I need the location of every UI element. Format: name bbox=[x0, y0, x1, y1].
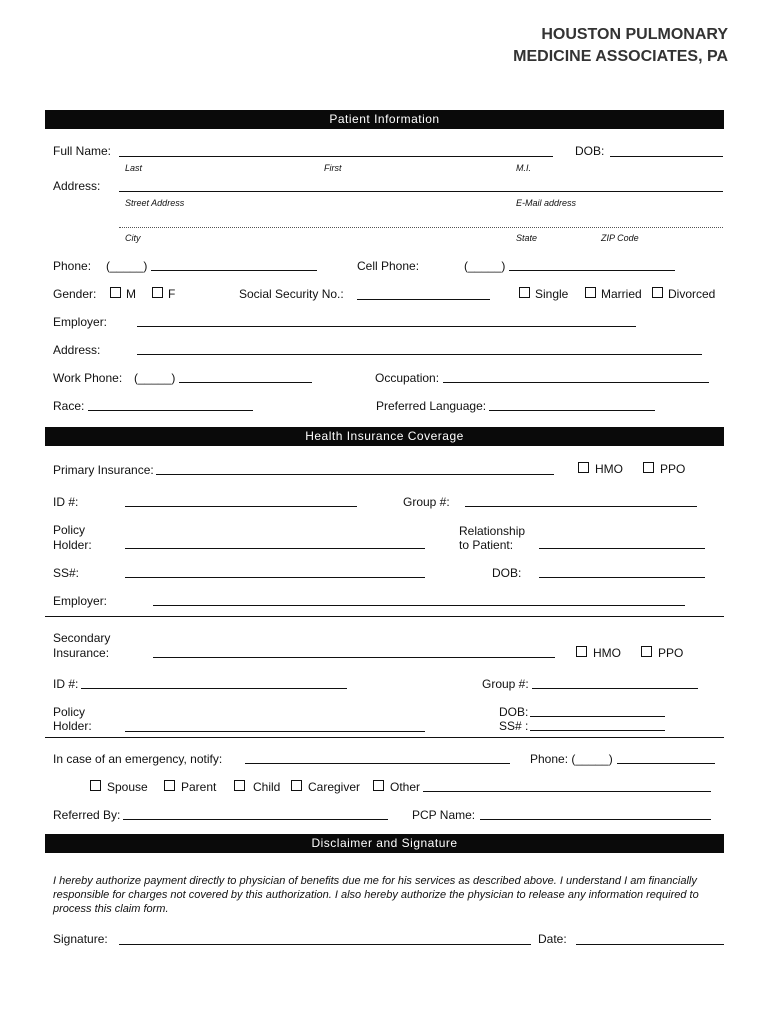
address-label: Address: bbox=[53, 179, 101, 193]
child-label: Child bbox=[253, 780, 281, 794]
signature-field[interactable] bbox=[119, 944, 531, 945]
full-name-label: Full Name: bbox=[53, 144, 112, 158]
divorced-label: Divorced bbox=[668, 287, 716, 301]
primary-insurance-field[interactable] bbox=[156, 474, 554, 475]
work-area-code[interactable]: (_____) bbox=[134, 371, 176, 385]
secondary-hmo-checkbox[interactable] bbox=[576, 646, 587, 657]
child-checkbox[interactable] bbox=[234, 780, 245, 791]
email-sublabel: E-Mail address bbox=[516, 198, 577, 208]
primary-hmo-checkbox[interactable] bbox=[578, 462, 589, 473]
work-phone-label: Work Phone: bbox=[53, 371, 123, 385]
patient-info-header: Patient Information bbox=[45, 110, 724, 129]
gender-m-checkbox[interactable] bbox=[110, 287, 121, 298]
city-state-zip-field[interactable] bbox=[119, 227, 723, 228]
secondary-ppo-label: PPO bbox=[658, 646, 684, 660]
primary-ss-label: SS#: bbox=[53, 566, 80, 580]
primary-group-label: Group #: bbox=[403, 495, 450, 509]
insurance-employer-label: Employer: bbox=[53, 594, 108, 608]
policy-holder2-field[interactable] bbox=[125, 731, 425, 732]
gender-f-label: F bbox=[168, 287, 176, 301]
pcp-name-field[interactable] bbox=[480, 819, 711, 820]
state-sublabel: State bbox=[516, 233, 538, 243]
emergency-contact-field[interactable] bbox=[245, 763, 510, 764]
ssn-field[interactable] bbox=[357, 299, 490, 300]
secondary-id-label: ID #: bbox=[53, 677, 79, 691]
relationship-field[interactable] bbox=[539, 548, 705, 549]
to-patient-label: to Patient: bbox=[459, 538, 514, 552]
disclaimer-header: Disclaimer and Signature bbox=[45, 834, 724, 853]
cell-area-code[interactable]: (_____) bbox=[464, 259, 506, 273]
city-sublabel: City bbox=[125, 233, 141, 243]
last-sublabel: Last bbox=[125, 163, 143, 173]
gender-f-checkbox[interactable] bbox=[152, 287, 163, 298]
spouse-label: Spouse bbox=[107, 780, 148, 794]
date-label: Date: bbox=[538, 932, 567, 946]
referred-by-label: Referred By: bbox=[53, 808, 121, 822]
married-label: Married bbox=[601, 287, 642, 301]
secondary-hmo-label: HMO bbox=[593, 646, 621, 660]
secondary-label: Secondary bbox=[53, 631, 111, 645]
caregiver-checkbox[interactable] bbox=[291, 780, 302, 791]
secondary-ss-field[interactable] bbox=[530, 730, 665, 731]
first-sublabel: First bbox=[324, 163, 342, 173]
street-address-field[interactable] bbox=[119, 191, 723, 192]
insurance-employer-field[interactable] bbox=[153, 605, 685, 606]
language-field[interactable] bbox=[489, 410, 655, 411]
single-label: Single bbox=[535, 287, 569, 301]
signature-label: Signature: bbox=[53, 932, 108, 946]
secondary-dob-label: DOB: bbox=[499, 705, 529, 719]
phone-area-code[interactable]: (_____) bbox=[106, 259, 148, 273]
disclaimer-text: I hereby authorize payment directly to physician of benefits due me for his services as described above. I understand I am financially responsible for charges not covered by this authorization. I also hereby authorize the physician to release any information required to process this claim form. bbox=[53, 875, 699, 915]
occupation-label: Occupation: bbox=[375, 371, 440, 385]
married-checkbox[interactable] bbox=[585, 287, 596, 298]
gender-label: Gender: bbox=[53, 287, 97, 301]
pcp-name-label: PCP Name: bbox=[412, 808, 476, 822]
primary-ppo-label: PPO bbox=[660, 462, 686, 476]
policy2-label: Policy bbox=[53, 705, 86, 719]
secondary-insurance-field[interactable] bbox=[153, 657, 555, 658]
mi-sublabel: M.I. bbox=[516, 163, 531, 173]
dob-field[interactable] bbox=[610, 156, 723, 157]
ssn-label: Social Security No.: bbox=[239, 287, 344, 301]
dob-label: DOB: bbox=[575, 144, 605, 158]
holder2-label: Holder: bbox=[53, 719, 92, 733]
employer-address-label: Address: bbox=[53, 343, 101, 357]
cell-phone-field[interactable] bbox=[509, 270, 675, 271]
zip-sublabel: ZIP Code bbox=[601, 233, 639, 243]
primary-ss-field[interactable] bbox=[125, 577, 425, 578]
secondary-group-field[interactable] bbox=[532, 688, 698, 689]
emergency-phone-label: Phone: (_____) bbox=[530, 752, 613, 766]
parent-label: Parent bbox=[181, 780, 217, 794]
secondary-group-label: Group #: bbox=[482, 677, 529, 691]
referred-by-field[interactable] bbox=[123, 819, 388, 820]
phone-label: Phone: bbox=[53, 259, 92, 273]
language-label: Preferred Language: bbox=[376, 399, 487, 413]
parent-checkbox[interactable] bbox=[164, 780, 175, 791]
other-field[interactable] bbox=[423, 791, 711, 792]
race-field[interactable] bbox=[88, 410, 253, 411]
employer-address-field[interactable] bbox=[137, 354, 702, 355]
policy-holder-field[interactable] bbox=[125, 548, 425, 549]
other-checkbox[interactable] bbox=[373, 780, 384, 791]
employer-label: Employer: bbox=[53, 315, 108, 329]
gender-m-label: M bbox=[126, 287, 136, 301]
emergency-phone-field[interactable] bbox=[617, 763, 715, 764]
street-sublabel: Street Address bbox=[125, 198, 185, 208]
emergency-label: In case of an emergency, notify: bbox=[53, 752, 223, 766]
secondary-ss-label: SS# : bbox=[499, 719, 529, 733]
work-phone-field[interactable] bbox=[179, 382, 312, 383]
caregiver-label: Caregiver bbox=[308, 780, 361, 794]
secondary-id-field[interactable] bbox=[81, 688, 347, 689]
occupation-field[interactable] bbox=[443, 382, 709, 383]
primary-ppo-checkbox[interactable] bbox=[643, 462, 654, 473]
secondary-dob-field[interactable] bbox=[530, 716, 665, 717]
spouse-checkbox[interactable] bbox=[90, 780, 101, 791]
section-divider bbox=[45, 616, 724, 617]
primary-hmo-label: HMO bbox=[595, 462, 623, 476]
primary-insurance-label: Primary Insurance: bbox=[53, 463, 154, 477]
race-label: Race: bbox=[53, 399, 85, 413]
relationship-label: Relationship bbox=[459, 524, 526, 538]
holder-label: Holder: bbox=[53, 538, 92, 552]
cell-phone-label: Cell Phone: bbox=[357, 259, 420, 273]
secondary-ppo-checkbox[interactable] bbox=[641, 646, 652, 657]
date-field[interactable] bbox=[576, 944, 724, 945]
divorced-checkbox[interactable] bbox=[652, 287, 663, 298]
primary-group-field[interactable] bbox=[465, 506, 697, 507]
insurance-header: Health Insurance Coverage bbox=[45, 427, 724, 446]
practice-name-line2: MEDICINE ASSOCIATES, PA bbox=[513, 48, 728, 65]
employer-field[interactable] bbox=[137, 326, 636, 327]
primary-id-label: ID #: bbox=[53, 495, 79, 509]
other-label: Other bbox=[390, 780, 421, 794]
primary-dob-field[interactable] bbox=[539, 577, 705, 578]
full-name-field[interactable] bbox=[119, 156, 553, 157]
policy-label: Policy bbox=[53, 523, 86, 537]
phone-field[interactable] bbox=[151, 270, 317, 271]
insurance-label: Insurance: bbox=[53, 646, 110, 660]
section-divider bbox=[45, 737, 724, 738]
primary-dob-label: DOB: bbox=[492, 566, 522, 580]
practice-name-line1: HOUSTON PULMONARY bbox=[541, 26, 728, 43]
primary-id-field[interactable] bbox=[125, 506, 357, 507]
single-checkbox[interactable] bbox=[519, 287, 530, 298]
